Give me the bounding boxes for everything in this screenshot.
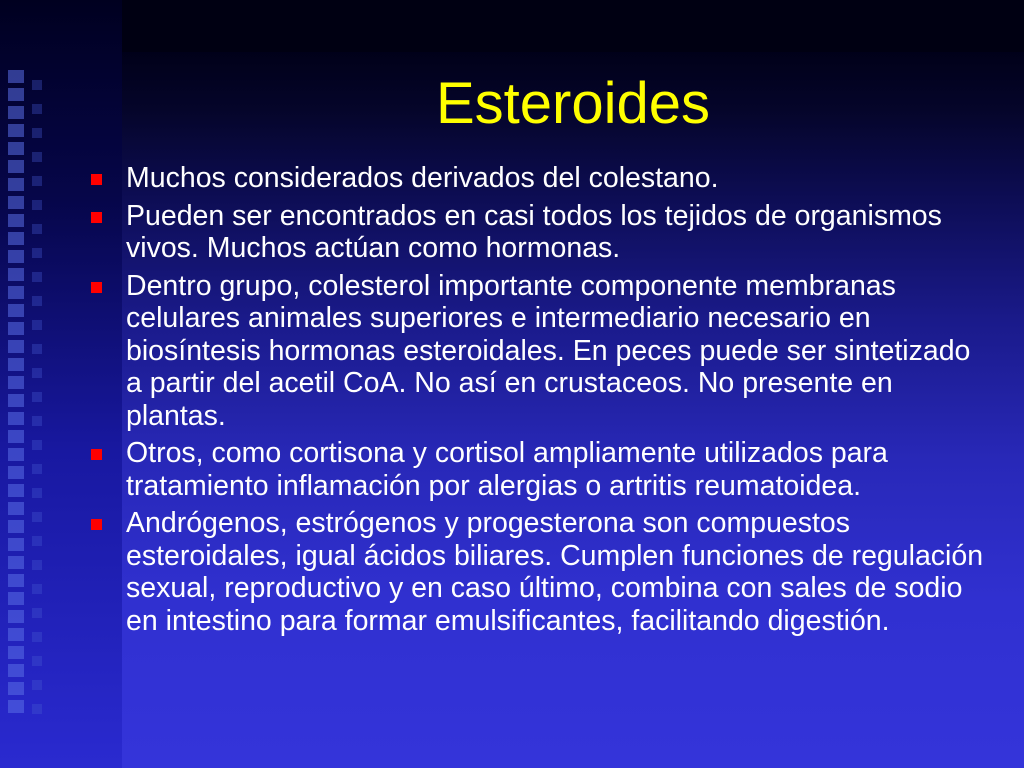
decorative-square [8,250,24,263]
decorative-square [8,124,24,137]
decorative-square [8,160,24,173]
decorative-squares-secondary [32,80,52,728]
decorative-top-band [122,0,1024,52]
bullet-text: Dentro grupo, colesterol importante componente membranas celulares animales superiores e intermediario necesario en biosíntesis hormonas esteroidales. En peces puede ser sintetizado a partir del acetil CoA. No así en crustaceos. No presente en plantas. [126,269,971,432]
decorative-square [32,632,42,642]
decorative-square [8,304,24,317]
decorative-square [32,560,42,570]
bullet-item [88,270,988,433]
decorative-square [8,628,24,641]
decorative-square [8,214,24,227]
decorative-square [32,104,42,114]
bullet-item [88,200,988,265]
decorative-square [32,584,42,594]
decorative-square [8,610,24,623]
decorative-square [8,232,24,245]
decorative-square [8,196,24,209]
decorative-square [8,412,24,425]
square-bullet-icon [91,212,102,223]
decorative-square [32,320,42,330]
bullet-text: Pueden ser encontrados en casi todos los tejidos de organismos vivos. Muchos actúan como hormonas. [126,199,942,264]
decorative-square [32,224,42,234]
decorative-square [8,88,24,101]
decorative-square [8,484,24,497]
decorative-square [32,440,42,450]
decorative-squares [8,70,28,718]
decorative-square [32,272,42,282]
decorative-square [8,448,24,461]
decorative-square [32,704,42,714]
decorative-square [8,376,24,389]
bullet-text: Otros, como cortisona y cortisol ampliamente utilizados para tratamiento inflamación por alergias o artritis reumatoidea. [126,437,888,502]
decorative-square [32,416,42,426]
decorative-square [32,536,42,546]
decorative-square [8,268,24,281]
decorative-square [32,392,42,402]
decorative-square [32,128,42,138]
decorative-square [8,340,24,353]
decorative-square [8,106,24,119]
square-bullet-icon [91,282,102,293]
decorative-square [8,592,24,605]
decorative-square [8,502,24,515]
decorative-square [8,574,24,587]
decorative-square [8,358,24,371]
bullet-item [88,507,988,637]
decorative-square [32,608,42,618]
bullet-list [88,162,988,642]
decorative-square [8,556,24,569]
decorative-square [32,656,42,666]
decorative-square [32,464,42,474]
decorative-square [32,248,42,258]
decorative-square [8,394,24,407]
decorative-square [8,538,24,551]
decorative-square [8,322,24,335]
decorative-square [32,344,42,354]
bullet-item [88,437,988,502]
decorative-square [32,512,42,522]
decorative-square [8,178,24,191]
decorative-square [32,680,42,690]
decorative-square [8,142,24,155]
decorative-square [32,368,42,378]
slide-title: Esteroides [435,71,711,136]
decorative-square [32,296,42,306]
square-bullet-icon [91,449,102,460]
decorative-square [8,664,24,677]
decorative-square [8,70,24,83]
decorative-square [32,176,42,186]
square-bullet-icon [91,519,102,530]
bullet-item [88,162,988,195]
decorative-square [8,646,24,659]
decorative-square [8,520,24,533]
square-bullet-icon [91,174,102,185]
decorative-square [32,152,42,162]
decorative-square [32,200,42,210]
decorative-square [8,466,24,479]
decorative-square [32,80,42,90]
decorative-square [8,700,24,713]
decorative-square [32,488,42,498]
decorative-square [8,430,24,443]
bullet-text: Andrógenos, estrógenos y progesterona son compuestos esteroidales, igual ácidos biliares. Cumplen funciones de regulación sexual, reproductivo y en caso último, combina con sales de sodio en intestino para formar emulsificantes, facilitando digestión. [126,507,984,637]
bullet-text: Muchos considerados derivados del colestano. [126,162,719,194]
decorative-square [8,286,24,299]
decorative-square [8,682,24,695]
